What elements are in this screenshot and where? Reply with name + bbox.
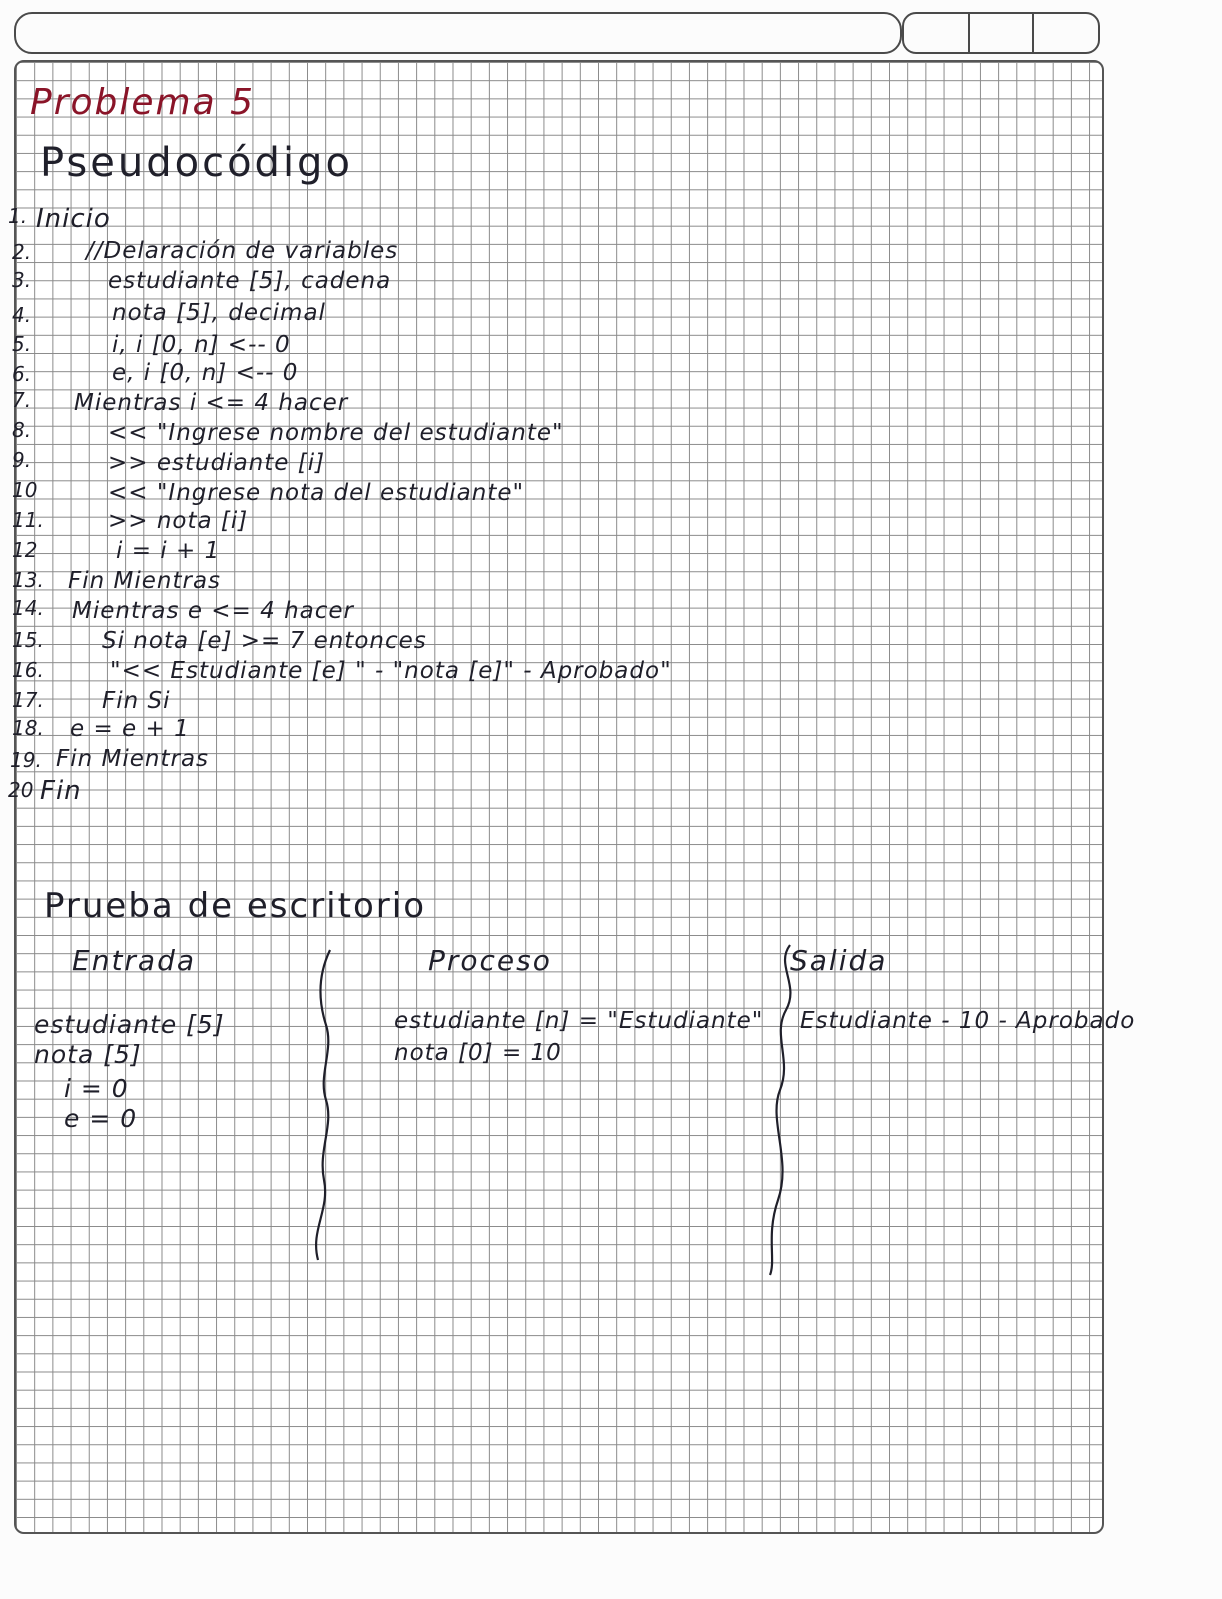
- input-header: Entrada: [72, 944, 197, 977]
- code-line: Mientras e <= 4 hacer: [72, 598, 355, 624]
- line-number: 18.: [12, 716, 44, 740]
- code-line: Si nota [e] >= 7 entonces: [102, 628, 427, 654]
- line-number: 14.: [12, 596, 44, 620]
- line-number: 5.: [12, 332, 32, 356]
- code-line: i = i + 1: [116, 538, 221, 564]
- code-line: e, i [0, n] <-- 0: [112, 360, 299, 386]
- line-number: 11.: [12, 508, 44, 532]
- line-number: 17.: [12, 688, 44, 712]
- code-line: << "Ingrese nota del estudiante": [108, 480, 525, 506]
- code-line: estudiante [5], cadena: [108, 268, 392, 294]
- input-item: nota [5]: [34, 1040, 142, 1069]
- page-title: Problema 5: [30, 82, 256, 123]
- line-number: 10: [12, 478, 38, 502]
- input-item: e = 0: [64, 1104, 138, 1133]
- line-number: 9.: [12, 448, 32, 472]
- line-number: 4.: [12, 303, 32, 327]
- code-line: e = e + 1: [70, 716, 190, 742]
- code-line: "<< Estudiante [e] " - "nota [e]" - Aprobado": [110, 658, 672, 684]
- output-brace: [770, 945, 790, 1275]
- code-line: Fin Mientras: [56, 746, 210, 772]
- line-number: 1.: [8, 204, 28, 228]
- input-item: estudiante [5]: [34, 1010, 225, 1039]
- process-item: nota [0] = 10: [394, 1040, 562, 1066]
- line-number: 8.: [12, 418, 32, 442]
- line-number: 2.: [12, 240, 32, 264]
- code-line: //Delaración de variables: [86, 238, 399, 264]
- code-line: Fin: [40, 776, 82, 806]
- process-header: Proceso: [428, 944, 552, 977]
- line-number: 15.: [12, 628, 44, 652]
- line-number: 6.: [12, 362, 32, 386]
- code-line: Fin Si: [102, 688, 171, 714]
- output-header: Salida: [790, 944, 888, 977]
- line-number: 20: [8, 778, 34, 802]
- code-line: >> estudiante [i]: [108, 450, 326, 476]
- line-number: 16.: [12, 658, 44, 682]
- code-line: Mientras i <= 4 hacer: [74, 390, 349, 416]
- line-number: 7.: [12, 388, 32, 412]
- code-line: << "Ingrese nombre del estudiante": [108, 420, 564, 446]
- code-line: i, i [0, n] <-- 0: [112, 332, 291, 358]
- process-item: estudiante [n] = "Estudiante": [394, 1008, 764, 1034]
- page-subtitle: Pseudocódigo: [40, 140, 353, 186]
- line-number: 12: [12, 538, 38, 562]
- process-brace: [316, 950, 330, 1260]
- line-number: 3.: [12, 268, 32, 292]
- output-item: Estudiante - 10 - Aprobado: [800, 1008, 1136, 1034]
- code-line: nota [5], decimal: [112, 300, 326, 326]
- line-number: 19.: [10, 748, 42, 772]
- input-item: i = 0: [64, 1074, 129, 1103]
- code-line: Inicio: [36, 204, 111, 234]
- code-line: >> nota [i]: [108, 508, 249, 534]
- line-number: 13.: [12, 568, 44, 592]
- code-line: Fin Mientras: [68, 568, 222, 594]
- desk-test-title: Prueba de escritorio: [44, 886, 426, 926]
